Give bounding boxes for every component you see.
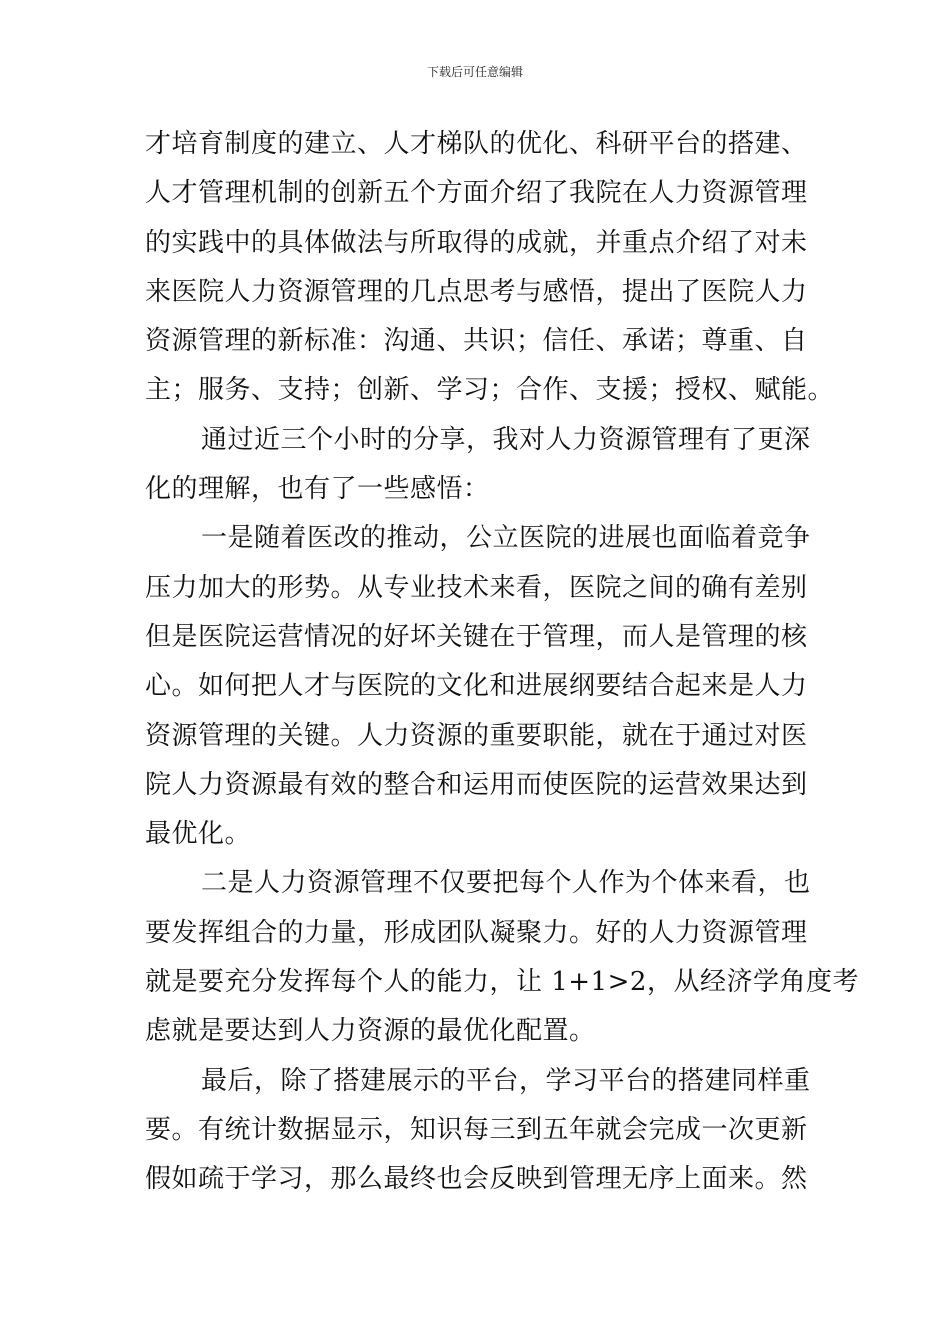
text-line: 化的理解，也有了一些感悟：	[145, 474, 490, 505]
text-line: 要发挥组合的力量，形成团队凝聚力。好的人力资源管理	[145, 917, 808, 948]
text-line: 院人力资源最有效的整合和运用而使医院的运营效果达到	[145, 769, 808, 800]
text-line: 资源管理的关键。人力资源的重要职能，就在于通过对医	[145, 720, 808, 751]
paragraph-3	[145, 514, 811, 859]
paragraph-1	[145, 120, 835, 416]
text-line: 二是人力资源管理不仅要把每个人作为个体来看，也	[201, 868, 811, 899]
paragraph-5	[145, 1057, 811, 1205]
text-line: 通过近三个小时的分享，我对人力资源管理有了更深	[201, 424, 811, 455]
text-line: 最优化。	[145, 819, 252, 850]
text-line: 来医院人力资源管理的几点思考与感悟，提出了医院人力	[145, 276, 808, 307]
text-line: 要。有统计数据显示，知识每三到五年就会完成一次更新	[145, 1114, 808, 1145]
paragraph-4	[145, 859, 859, 1056]
text-line: 才培育制度的建立、人才梯队的优化、科研平台的搭建、	[145, 129, 808, 159]
text-line: 假如疏于学习，那么最终也会反映到管理无序上面来。然	[145, 1164, 808, 1195]
text-line: 但是医院运营情况的好坏关键在于管理，而人是管理的核	[145, 621, 808, 652]
text-line: 压力加大的形势。从专业技术来看，医院之间的确有差别	[145, 572, 808, 603]
paragraph-2	[145, 416, 811, 515]
text-line: 资源管理的新标准：沟通、共识；信任、承诺；尊重、自	[145, 326, 808, 357]
text-line: 最后，除了搭建展示的平台，学习平台的搭建同样重	[201, 1065, 811, 1096]
page-header: 下载后可任意编辑	[426, 65, 523, 79]
text-line: 就是要充分发挥每个人的能力，让 1+1>2，从经济学角度考	[145, 967, 859, 998]
text-line: 虑就是要达到人力资源的最优化配置。	[145, 1016, 596, 1047]
text-line: 一是随着医改的推动，公立医院的进展也面临着竞争	[201, 523, 811, 554]
text-line: 心。如何把人才与医院的文化和进展纲要结合起来是人力	[145, 671, 808, 702]
text-line: 的实践中的具体做法与所取得的成就，并重点介绍了对未	[145, 227, 808, 258]
text-line: 主；服务、支持；创新、学习；合作、支援；授权、赋能。	[145, 375, 835, 406]
document-body	[145, 120, 859, 1205]
text-line: 人才管理机制的创新五个方面介绍了我院在人力资源管理	[145, 178, 808, 209]
